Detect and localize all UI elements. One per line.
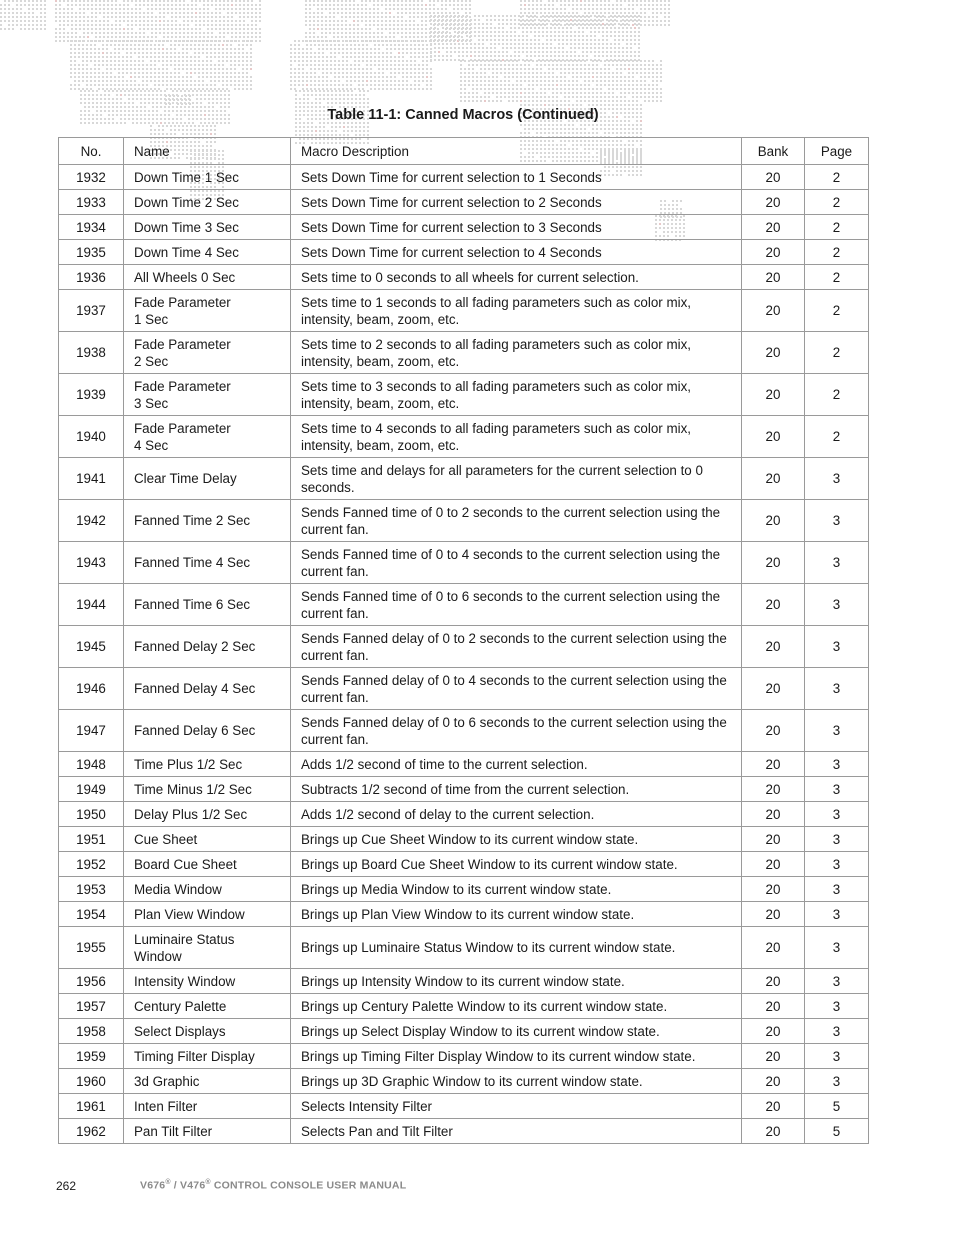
cell-bank: 20 — [742, 710, 805, 752]
cell-no: 1961 — [59, 1094, 124, 1119]
cell-no: 1955 — [59, 927, 124, 969]
cell-no: 1938 — [59, 332, 124, 374]
cell-no: 1934 — [59, 215, 124, 240]
cell-description: Brings up Cue Sheet Window to its current window state. — [291, 827, 742, 852]
cell-no: 1954 — [59, 902, 124, 927]
cell-description: Brings up Plan View Window to its current window state. — [291, 902, 742, 927]
table-row — [59, 852, 869, 877]
cell-bank: 20 — [742, 852, 805, 877]
cell-name: Down Time 1 Sec — [124, 165, 291, 190]
table-title: Table 11-1: Canned Macros (Continued) — [327, 107, 599, 123]
cell-description: Brings up Media Window to its current window state. — [291, 877, 742, 902]
cell-no: 1958 — [59, 1019, 124, 1044]
table-row — [59, 668, 869, 710]
cell-name: Century Palette — [124, 994, 291, 1019]
cell-name: Select Displays — [124, 1019, 291, 1044]
table-row — [59, 777, 869, 802]
cell-page: 3 — [805, 902, 869, 927]
cell-page: 3 — [805, 1069, 869, 1094]
header-name: Name — [124, 138, 291, 165]
cell-bank: 20 — [742, 265, 805, 290]
table-row — [59, 802, 869, 827]
cell-page: 3 — [805, 500, 869, 542]
page-number: 262 — [56, 1179, 77, 1193]
cell-name: Plan View Window — [124, 902, 291, 927]
cell-bank: 20 — [742, 542, 805, 584]
cell-bank: 20 — [742, 500, 805, 542]
cell-bank: 20 — [742, 240, 805, 265]
cell-no: 1943 — [59, 542, 124, 584]
cell-description: Sets time to 2 seconds to all fading parameters such as color mix, intensity, beam, zoom, etc. — [291, 332, 742, 374]
cell-bank: 20 — [742, 668, 805, 710]
cell-description: Adds 1/2 second of delay to the current selection. — [291, 802, 742, 827]
cell-name: Pan Tilt Filter — [124, 1119, 291, 1144]
cell-bank: 20 — [742, 802, 805, 827]
table-row — [59, 877, 869, 902]
cell-description: Sets time to 4 seconds to all fading parameters such as color mix, intensity, beam, zoom, etc. — [291, 416, 742, 458]
cell-no: 1960 — [59, 1069, 124, 1094]
cell-name: Down Time 3 Sec — [124, 215, 291, 240]
table-row — [59, 542, 869, 584]
table-row — [59, 1044, 869, 1069]
cell-page: 3 — [805, 802, 869, 827]
table-row — [59, 902, 869, 927]
table-row — [59, 1069, 869, 1094]
cell-description: Sends Fanned time of 0 to 4 seconds to the current selection using the current fan. — [291, 542, 742, 584]
cell-bank: 20 — [742, 902, 805, 927]
cell-page: 3 — [805, 827, 869, 852]
cell-description: Sets Down Time for current selection to 2 Seconds — [291, 190, 742, 215]
manual-title-part1: V676 — [140, 1179, 166, 1192]
cell-name: Intensity Window — [124, 969, 291, 994]
cell-page: 2 — [805, 290, 869, 332]
cell-bank: 20 — [742, 190, 805, 215]
cell-bank: 20 — [742, 777, 805, 802]
cell-description: Adds 1/2 second of time to the current selection. — [291, 752, 742, 777]
cell-page: 3 — [805, 969, 869, 994]
table-row — [59, 1119, 869, 1144]
table-body — [59, 165, 869, 1144]
cell-page: 3 — [805, 994, 869, 1019]
cell-description: Brings up Select Display Window to its current window state. — [291, 1019, 742, 1044]
cell-description: Selects Intensity Filter — [291, 1094, 742, 1119]
cell-name: Time Minus 1/2 Sec — [124, 777, 291, 802]
table-row — [59, 265, 869, 290]
cell-description: Brings up Timing Filter Display Window to its current window state. — [291, 1044, 742, 1069]
cell-page: 3 — [805, 927, 869, 969]
manual-title-part3: CONTROL CONSOLE USER MANUAL — [210, 1179, 407, 1192]
cell-description: Sends Fanned time of 0 to 2 seconds to the current selection using the current fan. — [291, 500, 742, 542]
table-header-row — [59, 138, 869, 165]
table-row — [59, 458, 869, 500]
cell-bank: 20 — [742, 827, 805, 852]
cell-name: 3d Graphic — [124, 1069, 291, 1094]
canned-macros-table — [58, 137, 869, 1144]
cell-name: Fade Parameter 1 Sec — [124, 290, 291, 332]
table-row — [59, 240, 869, 265]
cell-page: 2 — [805, 416, 869, 458]
cell-description: Sets Down Time for current selection to 3 Seconds — [291, 215, 742, 240]
cell-bank: 20 — [742, 1094, 805, 1119]
cell-no: 1962 — [59, 1119, 124, 1144]
cell-page: 3 — [805, 542, 869, 584]
cell-name: Down Time 4 Sec — [124, 240, 291, 265]
cell-bank: 20 — [742, 1044, 805, 1069]
cell-bank: 20 — [742, 165, 805, 190]
cell-description: Brings up Luminaire Status Window to its current window state. — [291, 927, 742, 969]
cell-page: 3 — [805, 1044, 869, 1069]
cell-description: Brings up Century Palette Window to its current window state. — [291, 994, 742, 1019]
cell-name: Clear Time Delay — [124, 458, 291, 500]
cell-page: 3 — [805, 710, 869, 752]
cell-page: 2 — [805, 190, 869, 215]
cell-no: 1952 — [59, 852, 124, 877]
cell-bank: 20 — [742, 215, 805, 240]
cell-description: Sends Fanned time of 0 to 6 seconds to the current selection using the current fan. — [291, 584, 742, 626]
cell-name: Inten Filter — [124, 1094, 291, 1119]
table-row — [59, 290, 869, 332]
cell-bank: 20 — [742, 332, 805, 374]
cell-page: 3 — [805, 668, 869, 710]
table-row — [59, 752, 869, 777]
cell-page: 3 — [805, 626, 869, 668]
cell-name: All Wheels 0 Sec — [124, 265, 291, 290]
cell-no: 1940 — [59, 416, 124, 458]
cell-no: 1947 — [59, 710, 124, 752]
cell-no: 1949 — [59, 777, 124, 802]
cell-no: 1948 — [59, 752, 124, 777]
table-row — [59, 416, 869, 458]
header-macro-description: Macro Description — [291, 138, 742, 165]
cell-bank: 20 — [742, 994, 805, 1019]
cell-name: Down Time 2 Sec — [124, 190, 291, 215]
cell-name: Fanned Time 4 Sec — [124, 542, 291, 584]
cell-page: 5 — [805, 1119, 869, 1144]
cell-name: Fanned Delay 4 Sec — [124, 668, 291, 710]
cell-page: 2 — [805, 240, 869, 265]
cell-description: Sets Down Time for current selection to 4 Seconds — [291, 240, 742, 265]
cell-no: 1937 — [59, 290, 124, 332]
cell-page: 3 — [805, 877, 869, 902]
cell-name: Fade Parameter 3 Sec — [124, 374, 291, 416]
table-row — [59, 827, 869, 852]
table-row — [59, 626, 869, 668]
table-row — [59, 374, 869, 416]
cell-name: Media Window — [124, 877, 291, 902]
cell-name: Fanned Time 6 Sec — [124, 584, 291, 626]
cell-no: 1933 — [59, 190, 124, 215]
cell-bank: 20 — [742, 458, 805, 500]
table-row — [59, 1019, 869, 1044]
cell-page: 5 — [805, 1094, 869, 1119]
cell-page: 3 — [805, 1019, 869, 1044]
cell-description: Sets time and delays for all parameters for the current selection to 0 seconds. — [291, 458, 742, 500]
cell-name: Time Plus 1/2 Sec — [124, 752, 291, 777]
cell-page: 3 — [805, 584, 869, 626]
table-row — [59, 994, 869, 1019]
cell-no: 1951 — [59, 827, 124, 852]
cell-description: Sends Fanned delay of 0 to 4 seconds to the current selection using the current fan. — [291, 668, 742, 710]
cell-page: 2 — [805, 332, 869, 374]
cell-name: Delay Plus 1/2 Sec — [124, 802, 291, 827]
cell-no: 1946 — [59, 668, 124, 710]
cell-page: 2 — [805, 374, 869, 416]
table-row — [59, 500, 869, 542]
manual-title-part2: / V476 — [170, 1179, 206, 1192]
cell-page: 3 — [805, 752, 869, 777]
table-row — [59, 927, 869, 969]
table-row — [59, 332, 869, 374]
cell-no: 1957 — [59, 994, 124, 1019]
header-no: No. — [59, 138, 124, 165]
cell-no: 1939 — [59, 374, 124, 416]
cell-bank: 20 — [742, 927, 805, 969]
cell-description: Sets Down Time for current selection to 1 Seconds — [291, 165, 742, 190]
cell-no: 1935 — [59, 240, 124, 265]
table-row — [59, 710, 869, 752]
table-row — [59, 165, 869, 190]
cell-no: 1953 — [59, 877, 124, 902]
cell-bank: 20 — [742, 1069, 805, 1094]
table-row — [59, 969, 869, 994]
cell-bank: 20 — [742, 969, 805, 994]
cell-bank: 20 — [742, 584, 805, 626]
cell-bank: 20 — [742, 290, 805, 332]
cell-name: Fade Parameter 2 Sec — [124, 332, 291, 374]
table-row — [59, 584, 869, 626]
cell-no: 1944 — [59, 584, 124, 626]
cell-description: Sends Fanned delay of 0 to 2 seconds to the current selection using the current fan. — [291, 626, 742, 668]
cell-no: 1950 — [59, 802, 124, 827]
cell-no: 1941 — [59, 458, 124, 500]
registered-mark: ® — [165, 1179, 171, 1186]
cell-name: Fade Parameter 4 Sec — [124, 416, 291, 458]
cell-no: 1956 — [59, 969, 124, 994]
cell-no: 1936 — [59, 265, 124, 290]
cell-name: Board Cue Sheet — [124, 852, 291, 877]
header-page: Page — [805, 138, 869, 165]
manual-title — [140, 1179, 406, 1192]
cell-no: 1959 — [59, 1044, 124, 1069]
cell-bank: 20 — [742, 416, 805, 458]
cell-page: 2 — [805, 265, 869, 290]
cell-bank: 20 — [742, 626, 805, 668]
table-row — [59, 1094, 869, 1119]
cell-description: Brings up Board Cue Sheet Window to its current window state. — [291, 852, 742, 877]
cell-name: Luminaire Status Window — [124, 927, 291, 969]
cell-name: Fanned Time 2 Sec — [124, 500, 291, 542]
cell-description: Sets time to 0 seconds to all wheels for current selection. — [291, 265, 742, 290]
cell-page: 3 — [805, 852, 869, 877]
cell-description: Sets time to 1 seconds to all fading parameters such as color mix, intensity, beam, zoom, etc. — [291, 290, 742, 332]
table-row — [59, 190, 869, 215]
cell-description: Brings up 3D Graphic Window to its current window state. — [291, 1069, 742, 1094]
cell-description: Brings up Intensity Window to its current window state. — [291, 969, 742, 994]
registered-mark: ® — [205, 1179, 211, 1186]
cell-bank: 20 — [742, 1119, 805, 1144]
cell-page: 3 — [805, 458, 869, 500]
cell-no: 1945 — [59, 626, 124, 668]
cell-page: 2 — [805, 165, 869, 190]
header-bank: Bank — [742, 138, 805, 165]
cell-bank: 20 — [742, 1019, 805, 1044]
cell-page: 3 — [805, 777, 869, 802]
cell-description: Subtracts 1/2 second of time from the current selection. — [291, 777, 742, 802]
cell-page: 2 — [805, 215, 869, 240]
cell-description: Sets time to 3 seconds to all fading parameters such as color mix, intensity, beam, zoom, etc. — [291, 374, 742, 416]
cell-description: Sends Fanned delay of 0 to 6 seconds to the current selection using the current fan. — [291, 710, 742, 752]
cell-description: Selects Pan and Tilt Filter — [291, 1119, 742, 1144]
cell-name: Cue Sheet — [124, 827, 291, 852]
cell-no: 1942 — [59, 500, 124, 542]
cell-bank: 20 — [742, 752, 805, 777]
table-row — [59, 215, 869, 240]
cell-name: Fanned Delay 2 Sec — [124, 626, 291, 668]
cell-name: Timing Filter Display — [124, 1044, 291, 1069]
cell-no: 1932 — [59, 165, 124, 190]
cell-bank: 20 — [742, 374, 805, 416]
cell-name: Fanned Delay 6 Sec — [124, 710, 291, 752]
cell-bank: 20 — [742, 877, 805, 902]
